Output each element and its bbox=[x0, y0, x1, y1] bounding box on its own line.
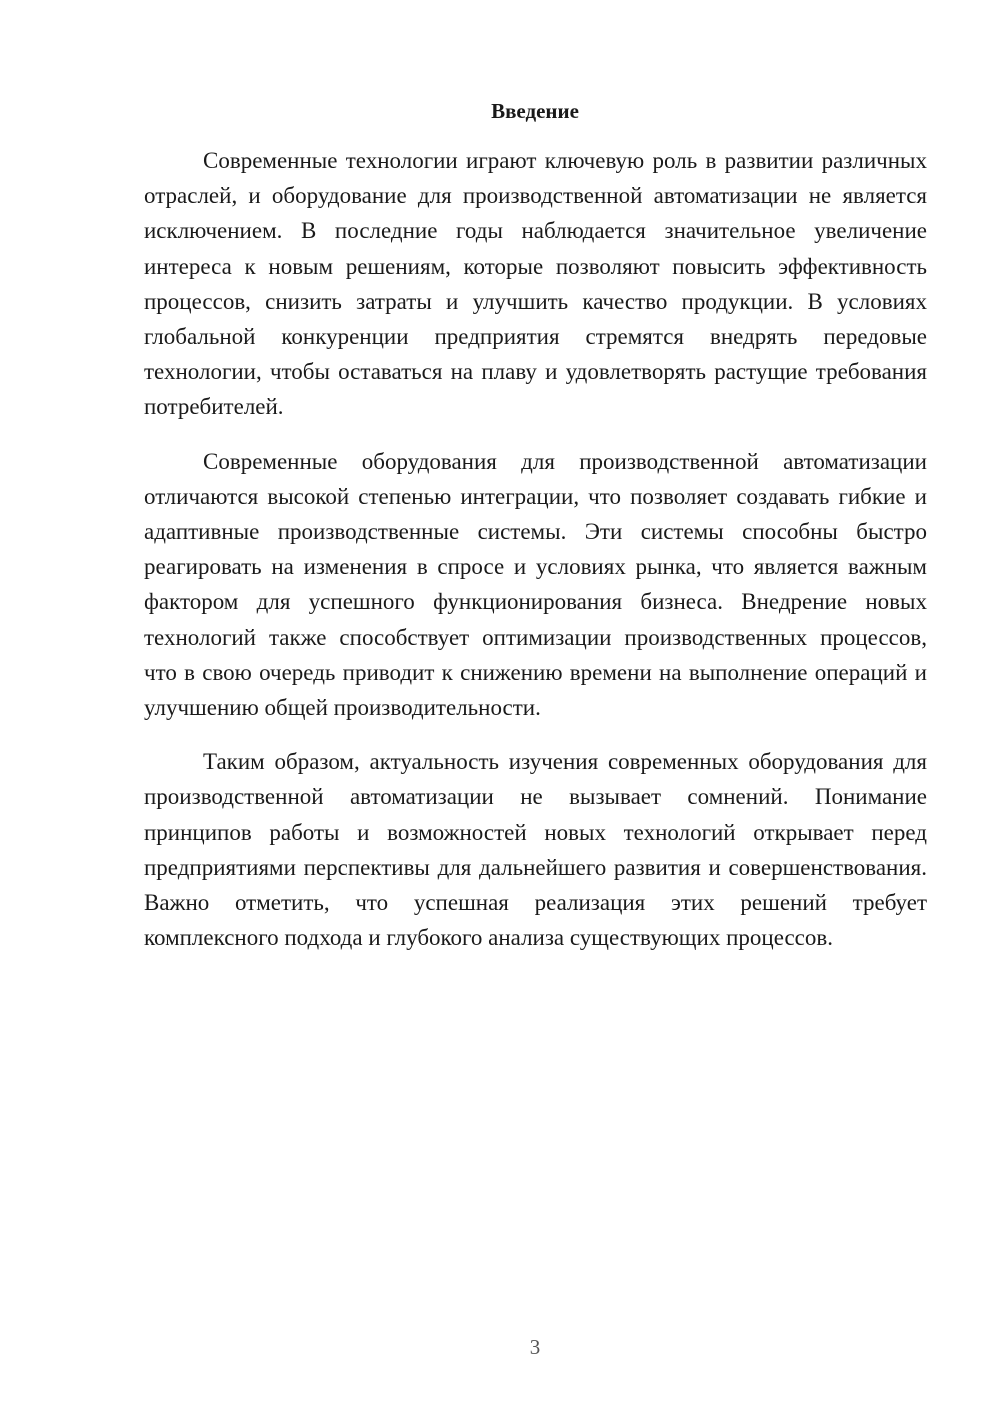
paragraph-2: Современные оборудования для производственной автоматизации отличаются высокой степенью интеграции, что позволяет создавать гибкие и адаптивные производственные системы. Эти системы способны быстро реагировать на изменения в спросе и условиях рынка, что является важным фактором для успешного функционирования бизнеса. Внедрение новых технологий также способствует оптимизации производственных процессов, что в свою очередь приводит к снижению времени на выполнение операций и улучшению общей производительности. bbox=[144, 448, 927, 721]
page-number: 3 bbox=[529, 1335, 541, 1359]
body-text bbox=[144, 143, 927, 974]
section-heading: Введение bbox=[491, 99, 579, 123]
paragraph-1: Современные технологии играют ключевую роль в развитии различных отраслей, и оборудование для производственной автоматизации не является исключением. В последние годы наблюдается значительное увеличение интереса к новым решениям, которые позволяют повысить эффективность процессов, снизить затраты и улучшить качество продукции. В условиях глобальной конкуренции предприятия стремятся внедрять передовые технологии, чтобы оставаться на плаву и удовлетворять растущие требования потребителей. bbox=[144, 148, 927, 420]
paragraph-3: Таким образом, актуальность изучения современных оборудования для производственной автоматизации не вызывает сомнений. Понимание принципов работы и возможностей новых технологий открывает перед предприятиями перспективы для дальнейшего развития и совершенствования. Важно отметить, что успешная реализация этих решений требует комплексного подхода и глубокого анализа существующих процессов. bbox=[144, 749, 927, 951]
